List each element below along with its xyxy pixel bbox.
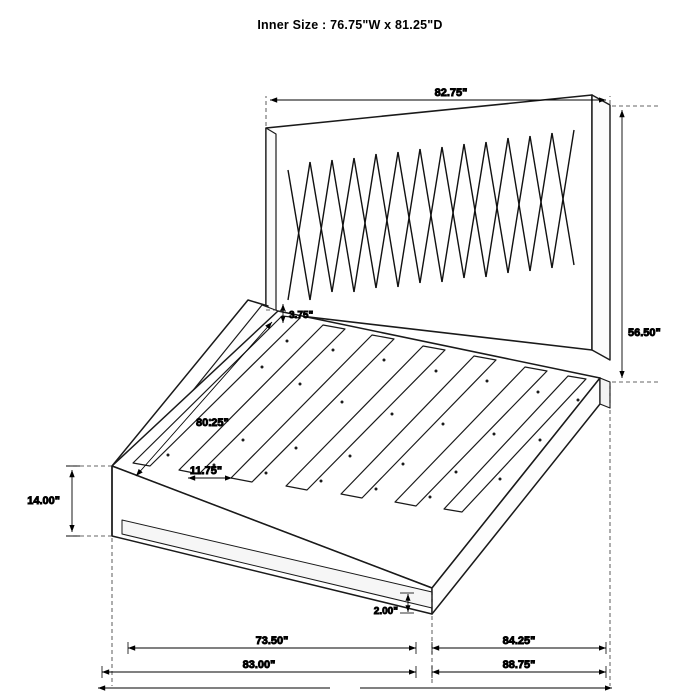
bed-frame [112, 300, 610, 614]
dim-rail-height [66, 466, 80, 536]
dim-label-front-length: 73.50" [255, 635, 289, 647]
dim-label-headboard-height: 56.50" [628, 327, 661, 339]
dim-label-slat-spacing: 11.75" [189, 465, 223, 477]
page-title: Inner Size : 76.75"W x 81.25"D [257, 18, 443, 32]
dim-label-foot-clearance: 2.00" [373, 606, 398, 617]
dim-label-slat-length: 80.25" [196, 417, 229, 429]
dim-label-headboard-width: 82.75" [434, 87, 468, 99]
dim-label-slat-offset: 3.75" [289, 310, 314, 321]
dim-label-overall-back: 88.75" [502, 659, 536, 671]
dim-label-back-length: 84.25" [502, 635, 536, 647]
dim-label-rail-height: 14.00" [27, 495, 60, 507]
bed-illustration [112, 95, 610, 614]
dim-label-overall-front: 83.00" [242, 659, 276, 671]
